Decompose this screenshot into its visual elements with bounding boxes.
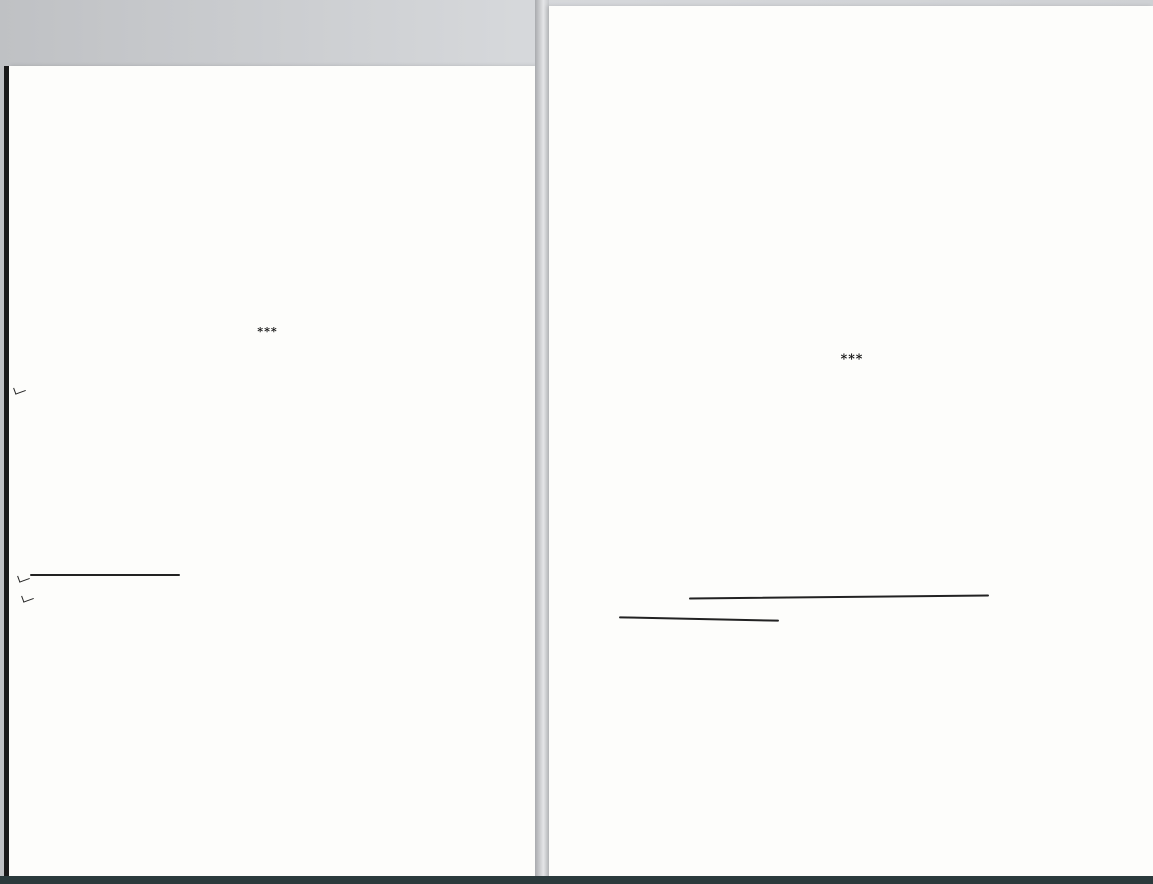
right-page — [549, 6, 1153, 884]
left-page — [8, 66, 535, 884]
paragraph — [567, 316, 1137, 339]
paragraph — [567, 84, 1137, 107]
paragraph — [26, 298, 509, 317]
paragraph — [567, 200, 1137, 223]
paragraph — [567, 113, 1137, 136]
section-separator: *** — [840, 351, 864, 366]
margin-tick-mark — [13, 384, 26, 394]
paragraph — [26, 347, 509, 366]
right-page-body — [567, 84, 1137, 412]
paragraph — [567, 229, 1137, 252]
paragraph — [26, 202, 509, 221]
pen-underline-mark — [30, 574, 180, 576]
paragraph — [26, 130, 509, 149]
paragraph — [567, 383, 1137, 406]
left-page-edge — [4, 66, 9, 884]
pen-underline-mark — [619, 616, 779, 621]
paragraph — [567, 142, 1137, 165]
paragraph — [26, 154, 509, 173]
paragraph — [567, 171, 1137, 194]
paragraph — [567, 258, 1137, 281]
scanner-bed-edge — [0, 876, 1153, 884]
section-separator: *** — [257, 324, 278, 338]
paragraph — [26, 250, 509, 269]
paragraph — [26, 274, 509, 293]
left-page-body — [26, 130, 509, 371]
paragraph — [26, 226, 509, 245]
pen-underline-mark — [689, 594, 989, 599]
paragraph — [567, 287, 1137, 310]
book-spine — [535, 0, 549, 884]
margin-tick-mark — [17, 572, 30, 582]
margin-tick-mark — [21, 592, 34, 602]
paragraph — [26, 178, 509, 197]
